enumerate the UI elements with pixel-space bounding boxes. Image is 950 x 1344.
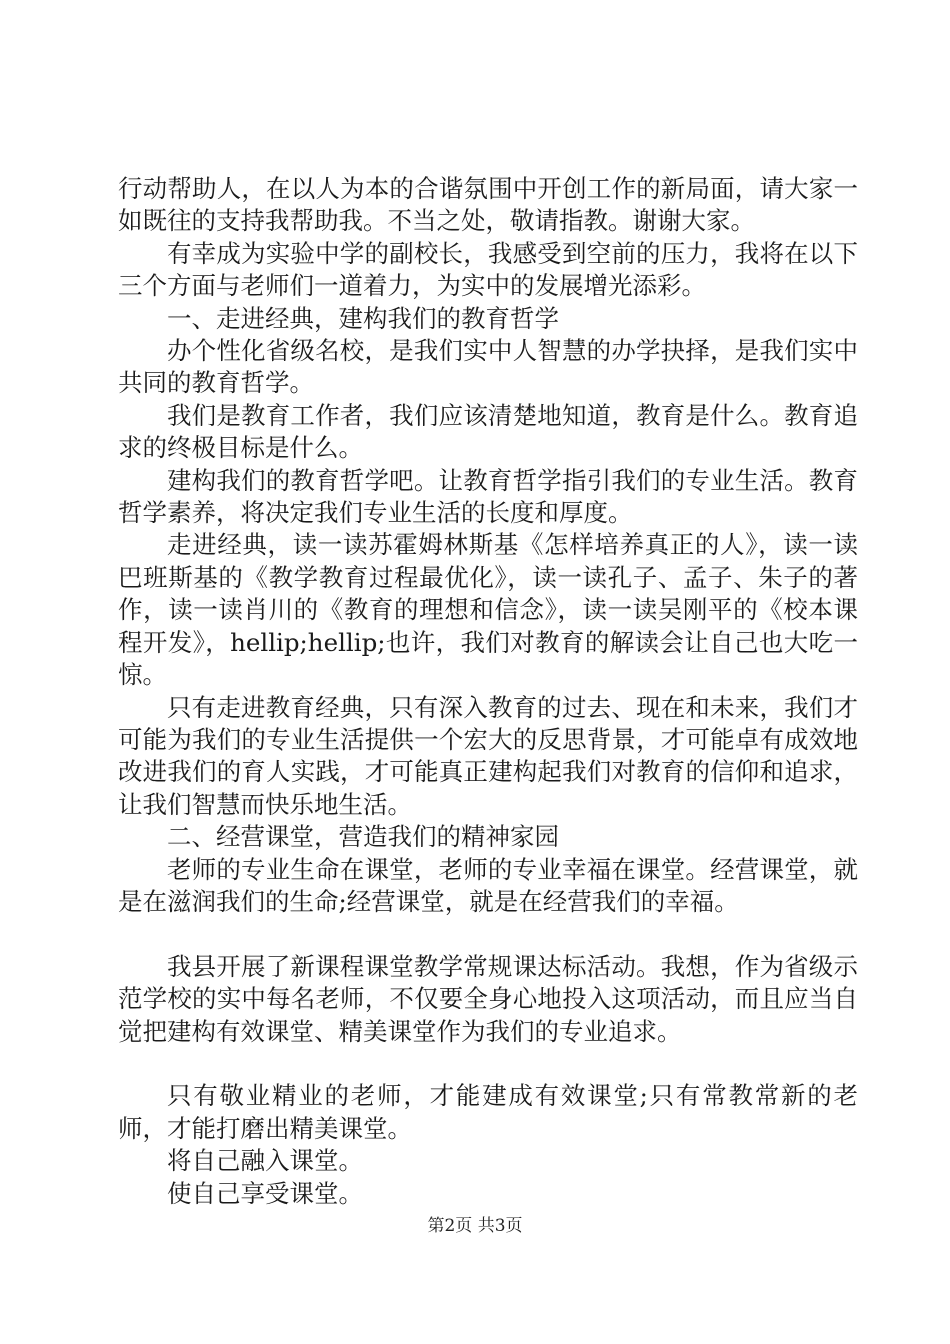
paragraph: 有幸成为实验中学的副校长，我感受到空前的压力，我将在以下三个方面与老师们一道着力，为实中的发展增光添彩。 [118,238,858,301]
page-number: 第2页 共3页 [427,1216,523,1236]
paragraph: 办个性化省级名校，是我们实中人智慧的办学抉择，是我们实中共同的教育哲学。 [118,336,858,398]
paragraph: 只有敬业精业的老师，才能建成有效课堂;只有常教常新的老师，才能打磨出精美课堂。 [118,1081,858,1143]
paragraph: 建构我们的教育哲学吧。让教育哲学指引我们的专业生活。教育哲学素养，将决定我们专业生活的长度和厚度。 [118,465,858,528]
section-heading: 二、经营课堂，营造我们的精神家园 [167,822,559,852]
document-body [118,173,858,1210]
paragraph: 使自己享受课堂。 [167,1178,363,1208]
paragraph: 我县开展了新课程课堂教学常规课达标活动。我想，作为省级示范学校的实中每名老师，不仅要全身心地投入这项活动，而且应当自觉把建构有效课堂、精美课堂作为我们的专业追求。 [118,951,858,1046]
paragraph: 将自己融入课堂。 [167,1146,363,1176]
section-heading: 一、走进经典，建构我们的教育哲学 [167,303,559,333]
paragraph: 只有走进教育经典，只有深入教育的过去、现在和未来，我们才可能为我们的专业生活提供一个宏大的反思背景，才可能卓有成效地改进我们的育人实践，才可能真正建构起我们对教育的信仰和追求，让我们智慧而快乐地生活。 [118,692,858,819]
page-footer [0,1215,950,1237]
paragraph: 老师的专业生命在课堂，老师的专业幸福在课堂。经营课堂，就是在滋润我们的生命;经营课堂，就是在经营我们的幸福。 [118,854,858,916]
paragraph: 我们是教育工作者，我们应该清楚地知道，教育是什么。教育追求的终极目标是什么。 [118,400,858,463]
paragraph: 行动帮助人，在以人为本的合谐氛围中开创工作的新局面，请大家一如既往的支持我帮助我。不当之处，敬请指教。谢谢大家。 [118,174,858,236]
paragraph: 走进经典，读一读苏霍姆林斯基《怎样培养真正的人》，读一读巴班斯基的《教学教育过程最优化》，读一读孔子、孟子、朱子的著作，读一读肖川的《教育的理想和信念》，读一读吴刚平的《校本课程开发》，hellip;hellip;也许，我们对教育的解读会让自己也大吃一惊。 [118,530,858,690]
